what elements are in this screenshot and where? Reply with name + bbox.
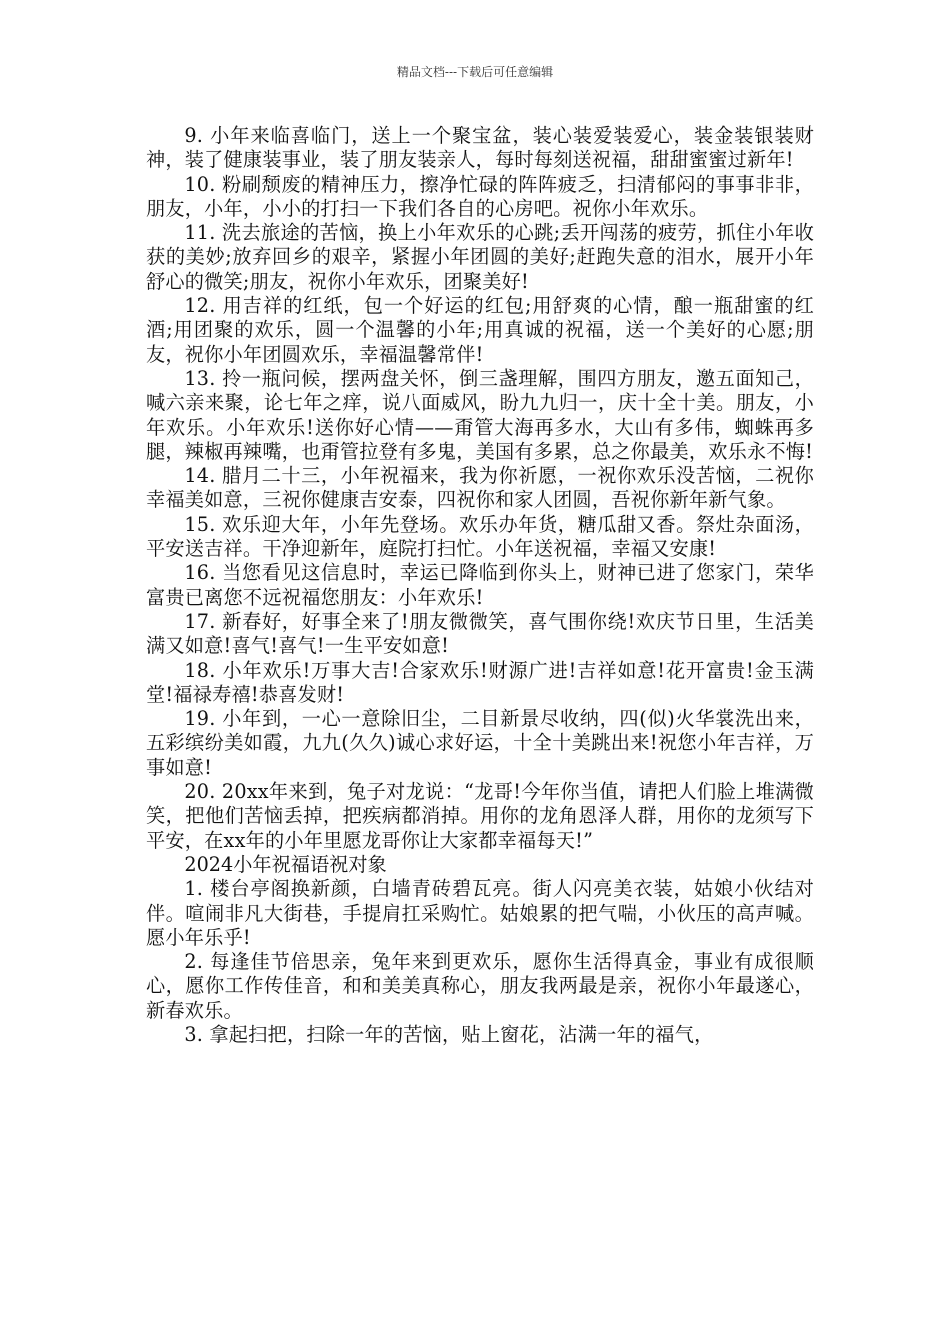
paragraph: 9. 小年来临喜临门，送上一个聚宝盆，装心装爱装爱心，装金装银装财神，装了健康装事业，装了朋友装亲人，每时每刻送祝福，甜甜蜜蜜过新年! xyxy=(146,124,814,172)
section-heading: 2024小年祝福语祝对象 xyxy=(184,852,387,876)
paragraph: 15. 欢乐迎大年，小年先登场。欢乐办年货，糖瓜甜又香。祭灶杂面汤，平安送吉祥。干净迎新年，庭院打扫忙。小年送祝福，幸福又安康! xyxy=(146,512,814,561)
document-body xyxy=(146,124,814,1047)
paragraph: 13. 拎一瓶问候，摆两盘关怀，倒三盏理解，围四方朋友，邀五面知己，喊六亲来聚，论七年之痒，说八面威风，盼九九归一，庆十全十美。朋友，小年欢乐。小年欢乐!送你好心情——甭管大海再多水，大山有多伟，蜘蛛再多腿，辣椒再辣嘴，也甭管拉登有多鬼，美国有多累，总之你最美，欢乐永不悔! xyxy=(146,366,814,463)
paragraph: 18. 小年欢乐!万事大吉!合家欢乐!财源广进!吉祥如意!花开富贵!金玉满堂!福禄寿禧!恭喜发财! xyxy=(146,658,814,706)
paragraph: 3. 拿起扫把，扫除一年的苦恼，贴上窗花，沾满一年的福气， xyxy=(184,1022,714,1046)
paragraph: 2. 每逢佳节倍思亲，兔年来到更欢乐，愿你生活得真金，事业有成很顺心，愿你工作传佳音，和和美美真称心，朋友我两最是亲，祝你小年最遂心，新春欢乐。 xyxy=(146,950,814,1022)
paragraph: 12. 用吉祥的红纸，包一个好运的红包;用舒爽的心情，酿一瓶甜蜜的红酒;用团聚的欢乐，圆一个温馨的小年;用真诚的祝福，送一个美好的心愿;朋友，祝你小年团圆欢乐，幸福温馨常伴! xyxy=(146,294,814,366)
paragraph: 20. 20xx年来到，兔子对龙说：“龙哥!今年你当值，请把人们脸上堆满微笑，把他们苦恼丢掉，把疾病都消掉。用你的龙角恩泽人群，用你的龙须写下平安，在xx年的小年里愿龙哥你让大家都幸福每天!” xyxy=(146,780,814,852)
paragraph: 14. 腊月二十三，小年祝福来，我为你祈愿，一祝你欢乐没苦恼，二祝你幸福美如意，三祝你健康吉安泰，四祝你和家人团圆，吾祝你新年新气象。 xyxy=(146,464,814,512)
paragraph: 17. 新春好，好事全来了!朋友微微笑，喜气围你绕!欢庆节日里，生活美满又如意!喜气!喜气!一生平安如意! xyxy=(146,609,814,658)
paragraph: 16. 当您看见这信息时，幸运已降临到你头上，财神已进了您家门，荣华富贵已离您不远祝福您朋友：小年欢乐! xyxy=(146,561,814,609)
paragraph: 1. 楼台亭阁换新颜，白墙青砖碧瓦亮。街人闪亮美衣装，姑娘小伙结对伴。喧闹非凡大街巷，手提肩扛采购忙。姑娘累的把气喘，小伙压的高声喊。愿小年乐乎! xyxy=(146,877,814,949)
paragraph: 19. 小年到，一心一意除旧尘，二目新景尽收纳，四(似)火华裳洗出来，五彩缤纷美如霞，九九(久久)诚心求好运，十全十美跳出来!祝您小年吉祥，万事如意! xyxy=(146,707,814,779)
page-header: 精品文档---下载后可任意编辑 xyxy=(396,65,554,79)
paragraph: 10. 粉刷颓废的精神压力，擦净忙碌的阵阵疲乏，扫清郁闷的事事非非，朋友，小年，小小的打扫一下我们各自的心房吧。祝你小年欢乐。 xyxy=(146,172,814,220)
paragraph: 11. 洗去旅途的苦恼，换上小年欢乐的心跳;丢开闯荡的疲劳，抓住小年收获的美妙;放弃回乡的艰辛，紧握小年团圆的美好;赶跑失意的泪水，展开小年舒心的微笑;朋友，祝你小年欢乐，团聚美好! xyxy=(146,221,814,293)
